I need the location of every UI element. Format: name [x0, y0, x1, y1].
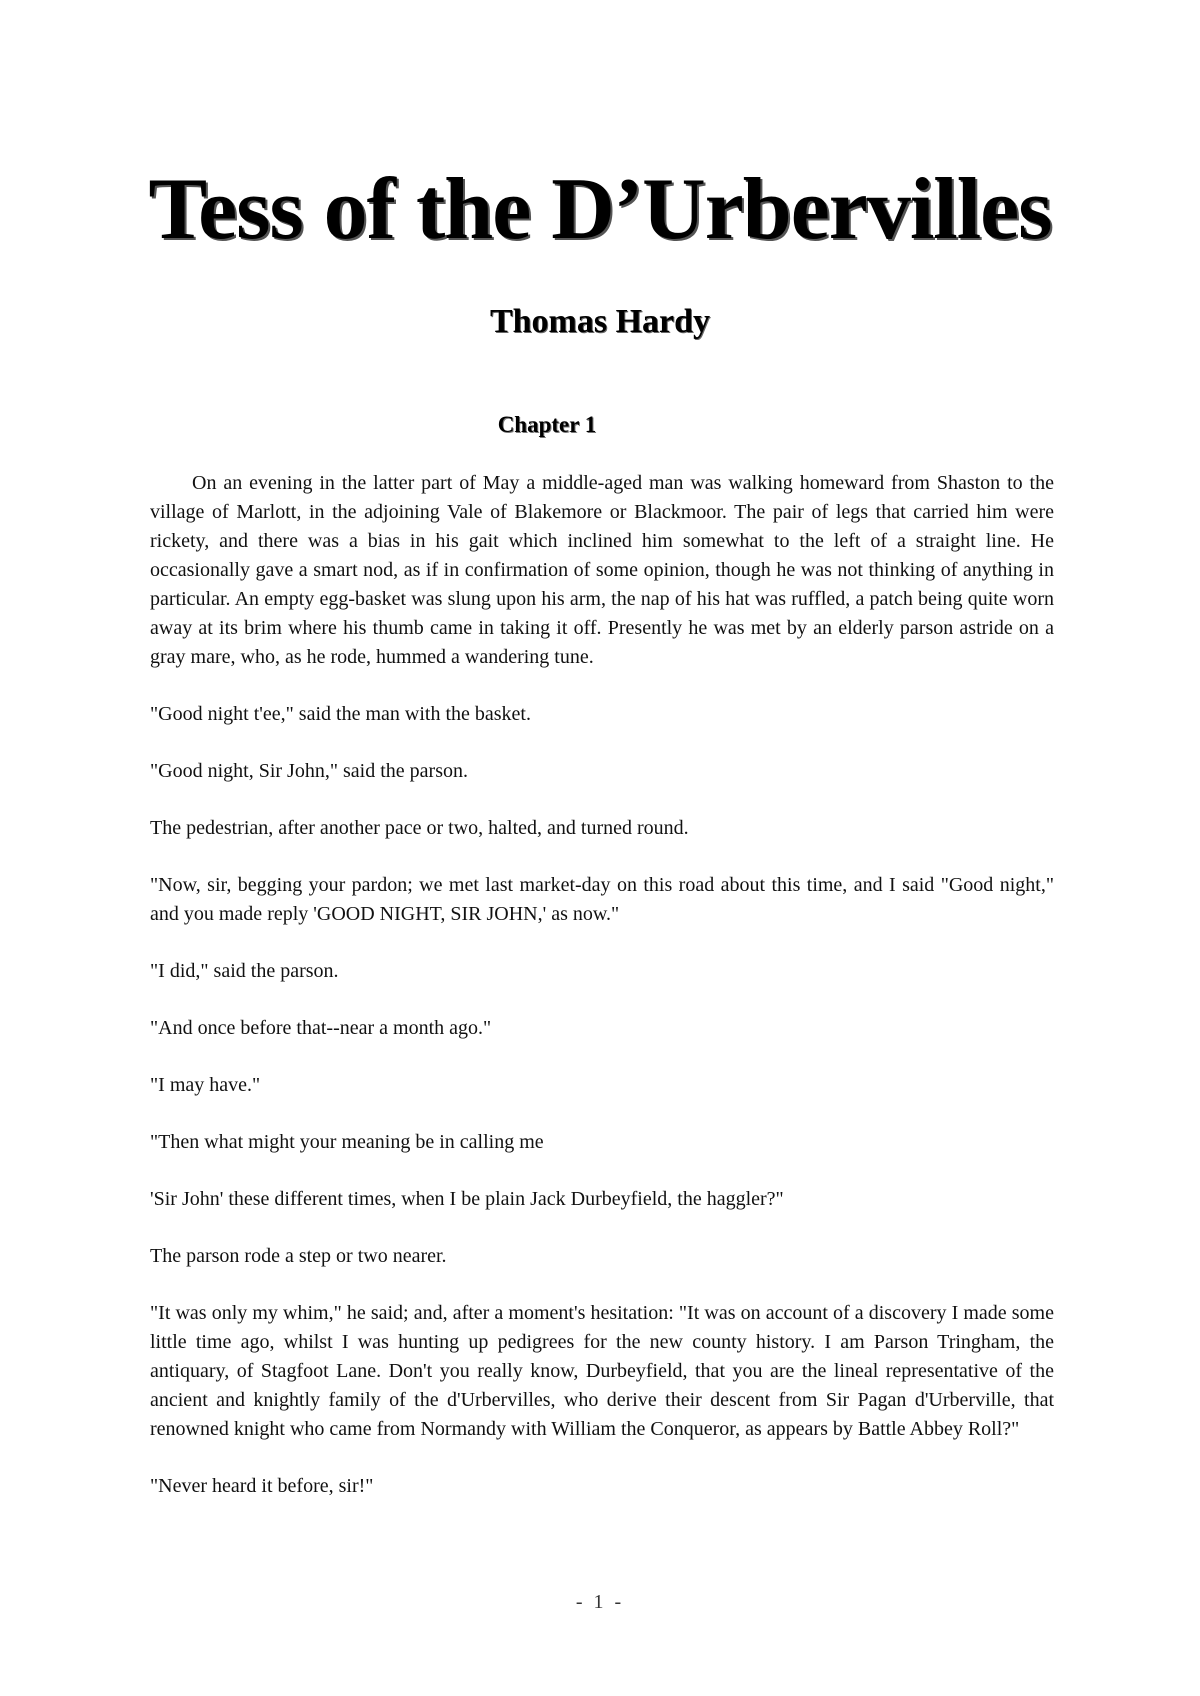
chapter-body — [150, 469, 1054, 1529]
chapter-heading: Chapter 1 — [497, 412, 597, 437]
paragraph: "It was only my whim," he said; and, after a moment's hesitation: "It was on account of a discovery I made some little time ago, whilst I was hunting up pedigrees for the new county history. I am Parson Tringham, the antiquary, of Stagfoot Lane. Don't you really know, Durbeyfield, that you are the lineal representative of the ancient and knightly family of the d'Urbervilles, who derive their descent from Sir Pagan d'Urberville, that renowned knight who came from Normandy with William the Conqueror, as appears by Battle Abbey Roll?" — [150, 1302, 1054, 1440]
paragraph: "Good night t'ee," said the man with the basket. — [150, 703, 531, 725]
paragraph: The parson rode a step or two nearer. — [150, 1245, 447, 1267]
paragraph: 'Sir John' these different times, when I be plain Jack Durbeyfield, the haggler?" — [150, 1188, 784, 1210]
author-name: Thomas Hardy — [489, 303, 711, 340]
paragraph: "Now, sir, begging your pardon; we met last market-day on this road about this time, and I said "Good night," and you made reply 'GOOD NIGHT, SIR JOHN,' as now." — [150, 874, 1054, 925]
paragraph: The pedestrian, after another pace or two, halted, and turned round. — [150, 817, 689, 839]
paragraph: "Never heard it before, sir!" — [150, 1475, 374, 1497]
paragraph: "Then what might your meaning be in calling me — [150, 1131, 544, 1153]
paragraph: On an evening in the latter part of May a middle-aged man was walking homeward from Shaston to the village of Marlott, in the adjoining Vale of Blakemore or Blackmoor. The pair of legs that carried him were rickety, and there was a bias in his gait which inclined him somewhat to the left of a straight line. He occasionally gave a smart nod, as if in confirmation of some opinion, though he was not thinking of anything in particular. An empty egg-basket was slung upon his arm, the nap of his hat was ruffled, a patch being quite worn away at its brim where his thumb came in taking it off. Presently he was met by an elderly parson astride on a gray mare, who, as he rode, hummed a wandering tune. — [150, 472, 1054, 668]
book-title: Tess of the D’Urbervilles — [148, 161, 1052, 258]
paragraph: "I did," said the parson. — [150, 960, 339, 982]
paragraph: "And once before that--near a month ago." — [150, 1017, 492, 1039]
paragraph: "I may have." — [150, 1074, 261, 1096]
page-number: - 1 - — [575, 1591, 625, 1613]
paragraph: "Good night, Sir John," said the parson. — [150, 760, 468, 782]
